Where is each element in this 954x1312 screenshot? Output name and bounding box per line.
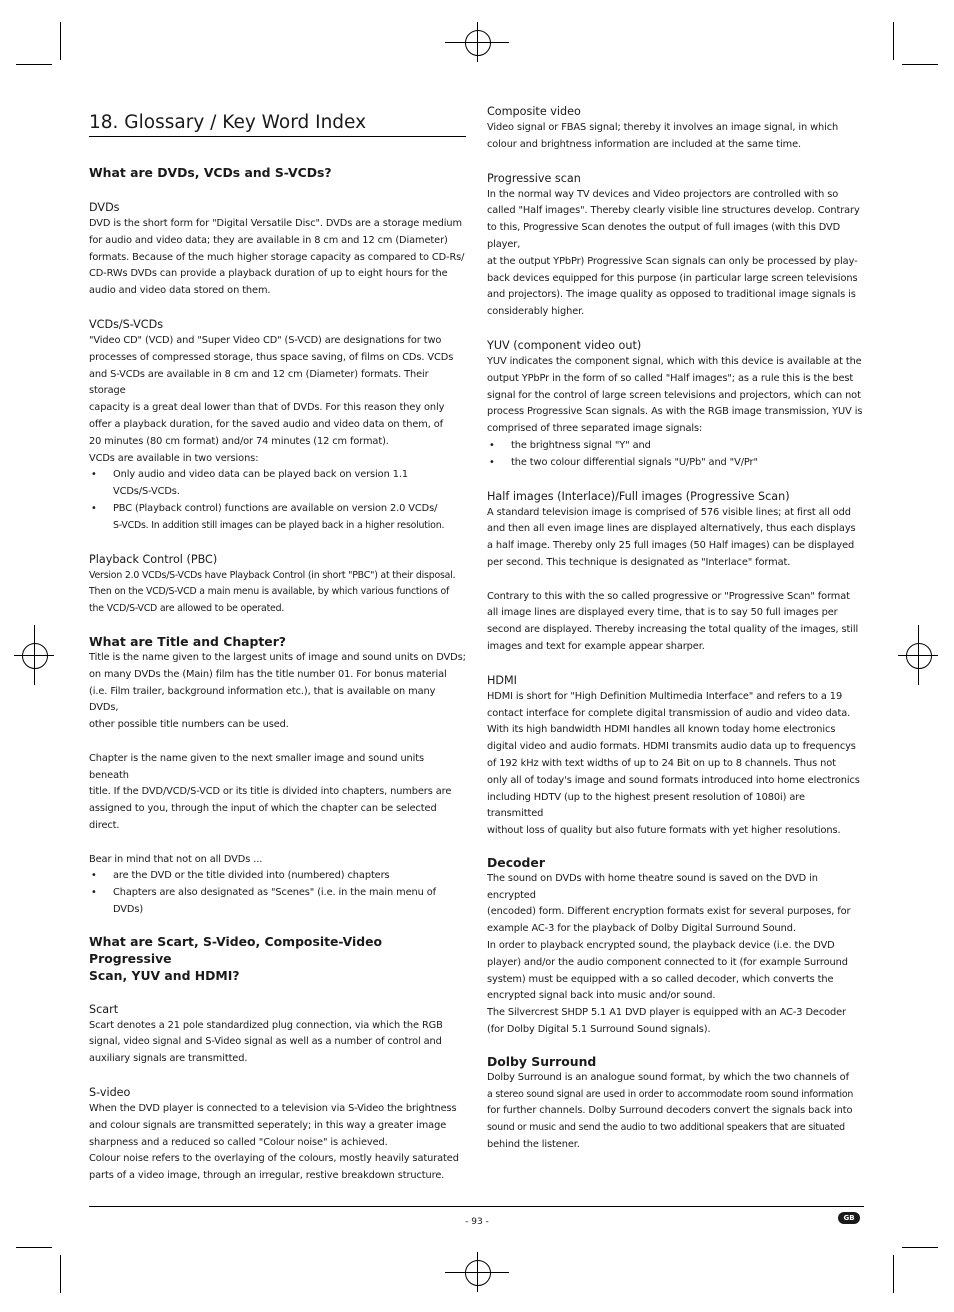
paragraph-vcds: "Video CD" (VCD) and "Super Video CD" (S-VCD) are designations for two processes of compressed storage, thus space saving, of films on CDs. VCDs and S-VCDs are available in 8 cm and 12 cm (Diameter) formats. Their storage capacity is a great deal lower than that of DVDs. For this reason they only offer a playback duration, for the saved audio and video data on them, of 20 minutes (80 cm format) and/or 74 minutes (12 cm format). VCDs are available in two versions: — [89, 334, 454, 464]
registration-mark-right — [906, 643, 932, 669]
subheading-progressive-scan: Progressive scan — [487, 171, 581, 185]
dvd-notes-list — [89, 868, 466, 918]
crop-mark — [893, 22, 894, 60]
paragraph-dolby-surround: Dolby Surround is an analogue sound format, by which the two channels of a stereo sound signal are used in order to accommodate room sound information for further channels. Dolby Surround decoders convert the signals back into sound or music and send the audio to two additional speakers that are situated behind the listener. — [487, 1071, 854, 1151]
list-item: • Only audio and video data can be played back on version 1.1 VCDs/S-VCDs. — [89, 467, 466, 501]
paragraph-hdmi: HDMI is short for "High Definition Multimedia Interface" and refers to a 19 contact interface for complete digital transmission of audio and video data. With its high bandwidth HDMI handles all known today home electronics digital video and audio formats. HDMI transmits audio data up to frequencys of 192 kHz with text widths of up to 24 Bit on up to 8 channels. Thus not only all of today's image and sound formats introduced into home electronics including HDTV (up to the highest present resolution of 1080i) are transmitted without loss of quality but also future formats with yet higher resolutions. — [487, 690, 860, 837]
paragraph-progressive-scan: In the normal way TV devices and Video projectors are controlled with so called "Half images". Thereby clearly visible line structures develop. Contrary to this, Progressive Scan denotes the output of full images (with this DVD player, at the output YPbPr) Progressive Scan signals can only be processed by play- back devices equipped for this purpose (in particular large screen televisions and projectors). The image quality as opposed to traditional image signals is considerably higher. — [487, 188, 860, 318]
section-heading-scart-svideo: What are Scart, S-Video, Composite-Video Progressive Scan, YUV and HDMI? — [89, 933, 383, 983]
list-item: • the two colour differential signals "U/Pb" and "V/Pr" — [487, 455, 864, 472]
crop-mark — [445, 1272, 509, 1273]
crop-mark — [898, 655, 938, 656]
subheading-svideo: S-video — [89, 1086, 131, 1100]
list-item: • the brightness signal "Y" and — [487, 438, 864, 455]
crop-mark — [445, 42, 509, 43]
paragraph-svideo: When the DVD player is connected to a television via S-Video the brightness and colour signals are transmitted seperately; in this way a greater image sharpness and a reduced so called "Colour noise" is achieved. Colour noise refers to the overlaying of the colours, mostly heavily saturated parts of a video image, through an irregular, restive breakdown structure. — [89, 1103, 459, 1182]
subheading-vcds: VCDs/S-VCDs — [89, 317, 164, 331]
subheading-yuv: YUV (component video out) — [487, 338, 642, 352]
yuv-signals-list — [487, 438, 864, 472]
crop-mark — [14, 655, 54, 656]
registration-mark-top — [465, 30, 491, 56]
crop-mark — [902, 64, 938, 65]
registration-mark-bottom — [465, 1260, 491, 1286]
list-item: • are the DVD or the title divided into (numbered) chapters — [89, 868, 466, 885]
paragraph-yuv: YUV indicates the component signal, which with this device is available at the output YPbPr in the form of so called "Half images"; as a rule this is the best signal for the control of large screen televisions and projectors, which can not process Progressive Scan signals. As with the RGB image transmission, YUV is comprised of three separated image signals: — [487, 355, 863, 435]
subheading-scart: Scart — [89, 1002, 119, 1016]
crop-mark — [16, 1247, 52, 1248]
paragraph-chapter: Chapter is the name given to the next smaller image and sound units beneath title. If the DVD/VCD/S-VCD or its title is divided into chapters, numbers are assigned to you, through the input of which the chapter can be selected direct. — [89, 752, 452, 831]
paragraph-bear-in-mind: Bear in mind that not on all DVDs ... — [89, 853, 263, 865]
crop-mark — [60, 22, 61, 60]
subheading-dvds: DVDs — [89, 201, 120, 214]
paragraph-half-images: A standard television image is comprised of 576 visible lines; at first all odd and then all even image lines are displayed alternatively, thus each displays a half image. Thereby only 25 full images (50 Half images) can be displayed per second. This technique is designated as "Interlace" format. — [487, 506, 856, 568]
paragraph-scart: Scart denotes a 21 pole standardized plug connection, via which the RGB signal, video signal and S-Video signal as well as a number of control and auxiliary signals are transmitted. — [89, 1019, 443, 1065]
crop-mark — [902, 1247, 938, 1248]
section-heading-dvds-vcds: What are DVDs, VCDs and S-VCDs? — [89, 165, 332, 180]
paragraph-pbc: Version 2.0 VCDs/S-VCDs have Playback Control (in short "PBC") at their disposal. Then on the VCD/S-VCD a main menu is available, by which various functions of the VCD/S-VCD are allowed to be operated. — [89, 569, 456, 615]
registration-mark-left — [22, 643, 48, 669]
paragraph-composite-video: Video signal or FBAS signal; thereby it involves an image signal, in which colour and brightness information are included at the same time. — [487, 122, 839, 150]
page-number: - 93 - — [465, 1217, 489, 1227]
crop-mark — [893, 1255, 894, 1293]
right-column — [487, 103, 864, 1154]
paragraph-title: Title is the name given to the largest units of image and sound units on DVDs; on many DVDs the (Main) film has the title number 01. For bonus material (i.e. Film trailer, background information etc.), that is available on many DVDs, other possible title numbers can be used. — [89, 651, 466, 731]
paragraph-dvds: DVD is the short form for "Digital Versatile Disc". DVDs are a storage medium for audio and video data; they are available in 8 cm and 12 cm (Diameter) formats. Because of the much higher storage capacity as compared to CD-Rs/ CD-RWs DVDs can provide a playback duration of up to eight hours for the audio and video data stored on them. — [89, 218, 465, 297]
section-heading-title-chapter: What are Title and Chapter? — [89, 633, 286, 649]
language-badge: GB — [838, 1212, 860, 1224]
section-heading-dolby-surround: Dolby Surround — [487, 1053, 597, 1069]
vcd-versions-list — [89, 467, 466, 534]
paragraph-progressive-format: Contrary to this with the so called progressive or "Progressive Scan" format all image lines are displayed every time, that is to say 50 full images per second are displayed. Thereby increasing the total quality of the images, still images and text for example appear sharper. — [487, 590, 859, 652]
paragraph-decoder: The sound on DVDs with home theatre sound is saved on the DVD in encrypted (encoded) form. Different encryption formats exist for several purposes, for example AC-3 for the playback of Dolby Digital Surround Sound. In order to playback encrypted sound, the playback device (i.e. the DVD player) and/or the audio component connected to it (for example Surround system) must be equipped with a so called decoder, which converts the encrypted signal back into music and/or sound. The Silvercrest SHDP 5.1 A1 DVD player is equipped with an AC-3 Decoder (for Dolby Digital 5.1 Surround Sound signals). — [487, 872, 851, 1036]
crop-mark — [60, 1255, 61, 1293]
left-column — [89, 100, 466, 1185]
subheading-pbc: Playback Control (PBC) — [89, 552, 218, 566]
crop-mark — [16, 64, 52, 65]
subheading-hdmi: HDMI — [487, 673, 517, 687]
section-heading-decoder: Decoder — [487, 854, 545, 870]
list-item: • Chapters are also designated as "Scenes" (i.e. in the main menu of DVDs) — [89, 885, 466, 919]
subheading-composite-video: Composite video — [487, 105, 581, 118]
page-title: 18. Glossary / Key Word Index — [89, 112, 466, 137]
list-item: • PBC (Playback control) functions are available on version 2.0 VCDs/ S-VCDs. In addition still images can be played back in a higher resolution. — [89, 501, 466, 535]
subheading-half-full-images: Half images (Interlace)/Full images (Progressive Scan) — [487, 489, 790, 503]
footer-rule — [89, 1206, 864, 1207]
